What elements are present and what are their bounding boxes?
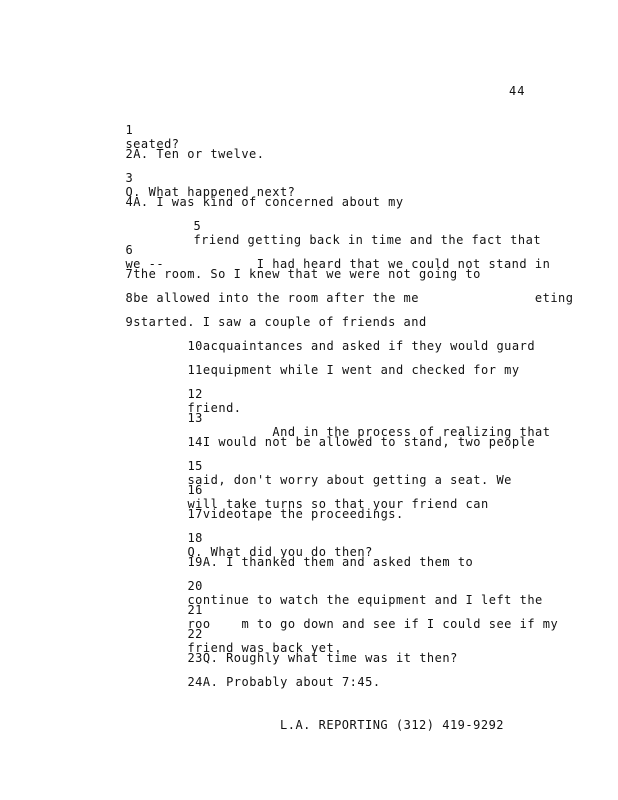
line-text: Q. Roughly what time was it then? [202,651,458,665]
line-text: equipment while I went and checked for my [202,363,520,377]
line-text: will take turns so that your friend can [187,497,489,511]
line-number: 8 [125,291,134,305]
line-number: 7 [125,267,134,281]
line-text: we -- I had heard that we could not stand in [125,257,551,271]
line-text: the room. So I knew that we were not going to [133,267,481,281]
line-number: 24 [187,675,203,689]
line-number: 14 [187,435,203,449]
line-text: roo m to go down and see if I could see if my [187,617,559,631]
line-number: 23 [187,651,203,665]
line-number: 13 [187,411,203,425]
line-number: 17 [187,507,203,521]
line-text: A. I was kind of concerned about my [133,195,404,209]
line-text: And in the process of realizing that [187,425,551,439]
line-number: 4 [125,195,134,209]
line-number: 20 [187,579,203,593]
line-text: I would not be allowed to stand, two people [202,435,536,449]
line-number: 3 [125,171,134,185]
line-number: 1 [125,123,134,137]
line-text: Q. What did you do then? [187,545,373,559]
line-text: seated? [125,137,180,151]
transcript-line [172,661,381,689]
line-number: 9 [125,315,134,329]
line-number: 22 [187,627,203,641]
line-number: 2 [125,147,134,161]
line-text: continue to watch the equipment and I left the [187,593,543,607]
line-text: acquaintances and asked if they would guard [202,339,536,353]
line-text: be allowed into the room after the me eting [133,291,574,305]
line-text: videotape the proceedings. [202,507,404,521]
line-text: Q. What happened next? [125,185,296,199]
line-number: 19 [187,555,203,569]
footer-reporting: L.A. REPORTING (312) 419-9292 [280,718,505,732]
line-text: A. Probably about 7:45. [202,675,381,689]
page-number: 44 [509,84,526,98]
line-number: 12 [187,387,203,401]
line-number: 5 [193,219,202,233]
line-number: 11 [187,363,203,377]
line-number: 6 [125,243,134,257]
line-number: 18 [187,531,203,545]
line-number: 21 [187,603,203,617]
line-text: friend. [187,401,242,415]
line-text: A. Ten or twelve. [133,147,265,161]
line-number: 15 [187,459,203,473]
line-number: 16 [187,483,203,497]
line-text: friend was back yet. [187,641,342,655]
line-number: 10 [187,339,203,353]
line-text: said, don't worry about getting a seat. We [187,473,512,487]
line-text: friend getting back in time and the fact that [193,233,542,247]
line-text: started. I saw a couple of friends and [133,315,427,329]
line-text: A. I thanked them and asked them to [202,555,474,569]
